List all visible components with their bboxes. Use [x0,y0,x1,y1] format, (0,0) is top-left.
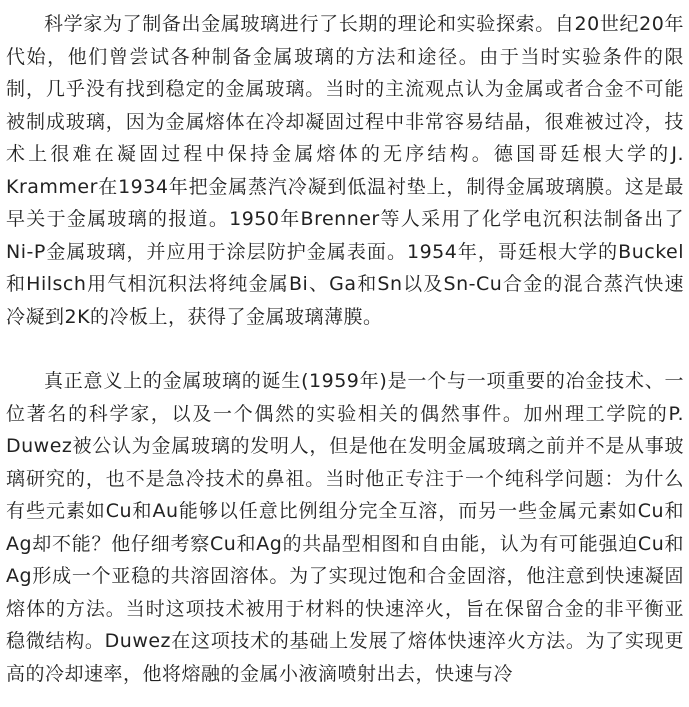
paragraph-duwez: 真正意义上的金属玻璃的诞生(1959年)是一个与一项重要的冶金技术、一位著名的科学家，以及一个偶然的实验相关的偶然事件。加州理工学院的P. Duwez被公认为金属玻璃的发明人，但是他在发明金属玻璃之前并不是从事玻璃研究的，也不是急冷技术的鼻祖。当时他正专注于一个纯科学问题：为什么有些元素如Cu和Au能够以任意比例组分完全互溶，而另一些金属元素如Cu和Ag却不能？他仔细考察Cu和Ag的共晶型相图和自由能，认为有可能强迫Cu和Ag形成一个亚稳的共溶固溶体。为了实现过饱和合金固溶，他注意到快速凝固熔体的方法。当时这项技术被用于材料的快速淬火，旨在保留合金的非平衡亚稳微结构。Duwez在这项技术的基础上发展了熔体快速淬火方法。为了实现更高的冷却速率，他将熔融的金属小液滴喷射出去，快速与冷 [6,370,684,685]
paragraph-history: 科学家为了制备出金属玻璃进行了长期的理论和实验探索。自20世纪20年代始，他们曾尝试各种制备金属玻璃的方法和途径。由于当时实验条件的限制，几乎没有找到稳定的金属玻璃。当时的主流观点认为金属或者合金不可能被制成玻璃，因为金属熔体在冷却凝固过程中非常容易结晶，很难被过冷，技术上很难在凝固过程中保持金属熔体的无序结构。德国哥廷根大学的J. Krammer在1934年把金属蒸汽冷凝到低温衬垫上，制得金属玻璃膜。这是最早关于金属玻璃的报道。1950年Brenner等人采用了化学电沉积法制备出了Ni-P金属玻璃，并应用于涂层防护金属表面。1954年，哥廷根大学的Buckel和Hilsch用气相沉积法将纯金属Bi、Ga和Sn以及Sn-Cu合金的混合蒸汽快速冷凝到2K的冷板上，获得了金属玻璃薄膜。 [6,13,684,328]
article-body [6,8,684,690]
